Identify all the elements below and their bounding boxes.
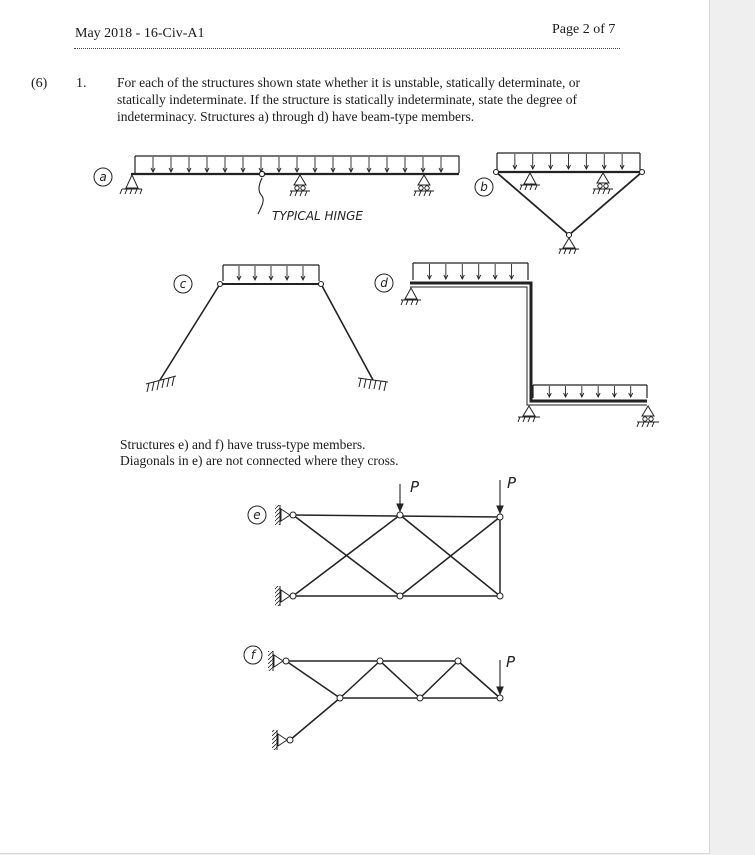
- question-marks: (6): [31, 76, 48, 91]
- load-label-e2: P: [507, 474, 517, 492]
- wall-support-f2: [272, 730, 287, 750]
- truss-e-joints: [290, 512, 503, 599]
- roller-support-d3: [637, 406, 659, 427]
- structure-c: [146, 265, 388, 392]
- roller-support-a3: [414, 175, 434, 196]
- fixed-support-c2: [358, 378, 388, 391]
- pin-support-d1: [401, 288, 421, 305]
- wall-support-e1: [275, 505, 290, 525]
- load-f: [497, 660, 503, 694]
- label-d: d: [380, 276, 388, 290]
- load-e2: [497, 480, 503, 513]
- question-number: 1.: [76, 76, 87, 91]
- pin-support-b3: [559, 238, 579, 254]
- column-c-left: [160, 284, 220, 380]
- hinge-pointer: [258, 178, 263, 214]
- frame-d: [410, 283, 647, 401]
- page-number: Page 2 of 7: [552, 22, 616, 37]
- label-e: e: [253, 508, 261, 522]
- label-a: a: [99, 170, 107, 184]
- structure-e: [248, 474, 517, 606]
- column-c-right: [321, 284, 373, 380]
- truss-note-1: Structures e) and f) have truss-type members.: [120, 437, 366, 452]
- structure-a: [94, 156, 459, 223]
- pin-support-b1: [520, 173, 540, 190]
- truss-e-members: [293, 515, 500, 596]
- truss-f-members: [286, 661, 500, 740]
- load-label-f: P: [506, 653, 516, 671]
- question-text: For each of the structures shown state whether it is unstable, statically determinate, or statically indeterminate. If the structure is statically indeterminate, state the degree of indeterminacy. Structures a) through d) have beam-type members.: [117, 75, 580, 124]
- header-left: May 2018 - 16-Civ-A1: [75, 26, 205, 41]
- wall-support-f1: [268, 651, 283, 671]
- structure-f: [244, 646, 516, 750]
- load-e1: [397, 484, 403, 511]
- load-label-e1: P: [410, 478, 420, 496]
- roller-support-b2: [593, 173, 613, 194]
- frame-d-inner: [410, 287, 647, 405]
- hinge-note: TYPICAL HINGE: [272, 209, 363, 223]
- structure-d: [375, 263, 659, 427]
- hinge-a: [259, 171, 264, 176]
- wall-support-e2: [275, 586, 290, 606]
- label-f: f: [250, 648, 256, 662]
- pin-support-d2: [518, 406, 540, 422]
- truss-note-2: Diagonals in e) are not connected where they cross.: [120, 453, 399, 468]
- label-c: c: [179, 277, 187, 291]
- roller-support-a2: [290, 175, 310, 196]
- structure-b: [475, 153, 645, 254]
- pin-support-a1: [120, 175, 142, 194]
- label-b: b: [480, 180, 488, 194]
